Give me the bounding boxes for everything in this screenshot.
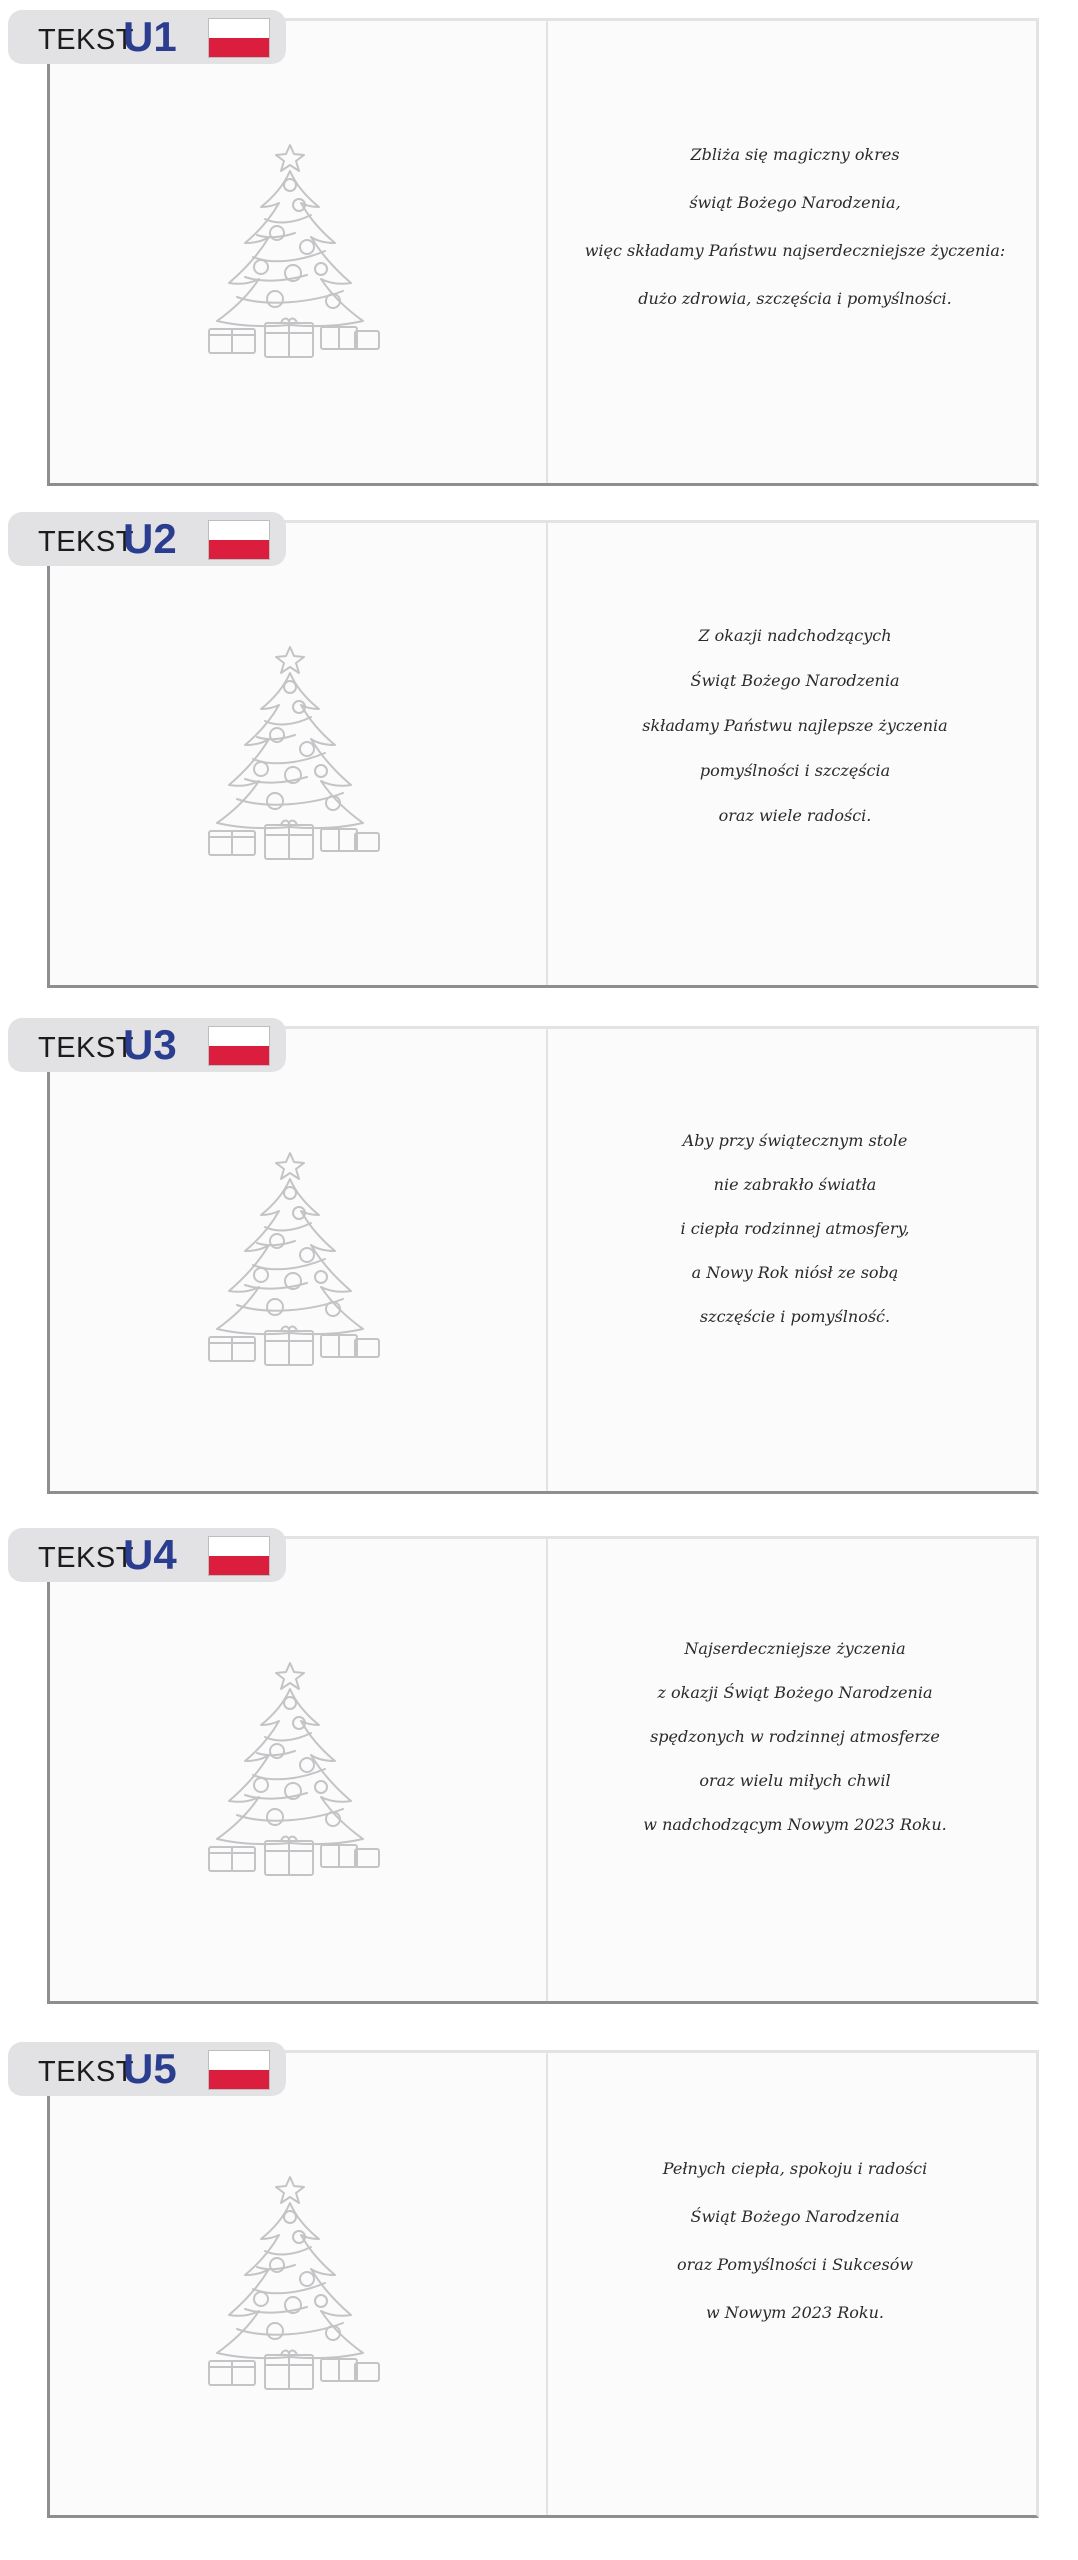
poland-flag-icon (208, 520, 270, 560)
greeting-line: Najserdeczniejsze życzenia (684, 1639, 906, 1658)
greeting-line: świąt Bożego Narodzenia, (689, 193, 901, 212)
label-code: U4 (123, 1531, 177, 1578)
greeting-line: dużo zdrowia, szczęścia i pomyślności. (638, 289, 952, 308)
card-u1 (0, 0, 1078, 500)
card-label (8, 10, 286, 64)
card-label (8, 1528, 286, 1582)
greeting-line: Z okazji nadchodzących (698, 626, 892, 645)
card-label (8, 1018, 286, 1072)
card-u3 (0, 1008, 1078, 1508)
greeting-text (570, 613, 1020, 838)
greeting-text (570, 1627, 1020, 1847)
card-fold-line (546, 21, 548, 483)
greeting-line: w nadchodzącym Nowym 2023 Roku. (643, 1815, 947, 1834)
card-fold-line (546, 523, 548, 985)
card-u5 (0, 2032, 1078, 2532)
card-u2 (0, 502, 1078, 1002)
christmas-tree-icon (195, 641, 385, 871)
greeting-card (47, 520, 1039, 988)
greeting-text (570, 2145, 1020, 2337)
label-word: TEKST (38, 1542, 134, 1574)
greeting-line: a Nowy Rok niósł ze sobą (691, 1263, 899, 1282)
label-word: TEKST (38, 2056, 134, 2088)
greeting-line: oraz wiele radości. (718, 806, 872, 825)
poland-flag-icon (208, 2050, 270, 2090)
label-word: TEKST (38, 526, 134, 558)
greeting-card (47, 1536, 1039, 2004)
label-code: U3 (123, 1021, 177, 1068)
greeting-line: oraz wielu miłych chwil (699, 1771, 891, 1790)
greeting-line: składamy Państwu najlepsze życzenia (642, 716, 948, 735)
greeting-line: Świąt Bożego Narodzenia (690, 2207, 900, 2226)
card-fold-line (546, 1029, 548, 1491)
greeting-line: Świąt Bożego Narodzenia (690, 671, 900, 690)
greeting-line: Pełnych ciepła, spokoju i radości (662, 2159, 928, 2178)
greeting-line: z okazji Świąt Bożego Narodzenia (657, 1683, 933, 1702)
greeting-line: Zbliża się magiczny okres (690, 145, 900, 164)
greeting-line: Aby przy świątecznym stole (682, 1131, 908, 1150)
label-word: TEKST (38, 24, 134, 56)
poland-flag-icon (208, 1026, 270, 1066)
christmas-tree-icon (195, 139, 385, 369)
card-label (8, 512, 286, 566)
greeting-line: spędzonych w rodzinnej atmosferze (650, 1727, 940, 1746)
greeting-line: w Nowym 2023 Roku. (706, 2303, 884, 2322)
greeting-card (47, 1026, 1039, 1494)
greeting-text (570, 131, 1020, 323)
christmas-tree-icon (195, 1147, 385, 1377)
greeting-text (570, 1119, 1020, 1339)
poland-flag-icon (208, 1536, 270, 1576)
label-code: U2 (123, 515, 177, 562)
poland-flag-icon (208, 18, 270, 58)
card-fold-line (546, 1539, 548, 2001)
greeting-card (47, 2050, 1039, 2518)
greeting-line: nie zabrakło światła (713, 1175, 877, 1194)
christmas-tree-icon (195, 1657, 385, 1887)
card-fold-line (546, 2053, 548, 2515)
greeting-line: szczęście i pomyślność. (699, 1307, 891, 1326)
greeting-line: pomyślności i szczęścia (699, 761, 891, 780)
greeting-line: oraz Pomyślności i Sukcesów (676, 2255, 914, 2274)
label-word: TEKST (38, 1032, 134, 1064)
label-code: U5 (123, 2045, 177, 2092)
card-label (8, 2042, 286, 2096)
greeting-line: i ciepła rodzinnej atmosfery, (680, 1219, 910, 1238)
greeting-card (47, 18, 1039, 486)
card-u4 (0, 1518, 1078, 2018)
christmas-tree-icon (195, 2171, 385, 2401)
label-code: U1 (123, 13, 177, 60)
greeting-line: więc składamy Państwu najserdeczniejsze życzenia: (584, 241, 1006, 260)
